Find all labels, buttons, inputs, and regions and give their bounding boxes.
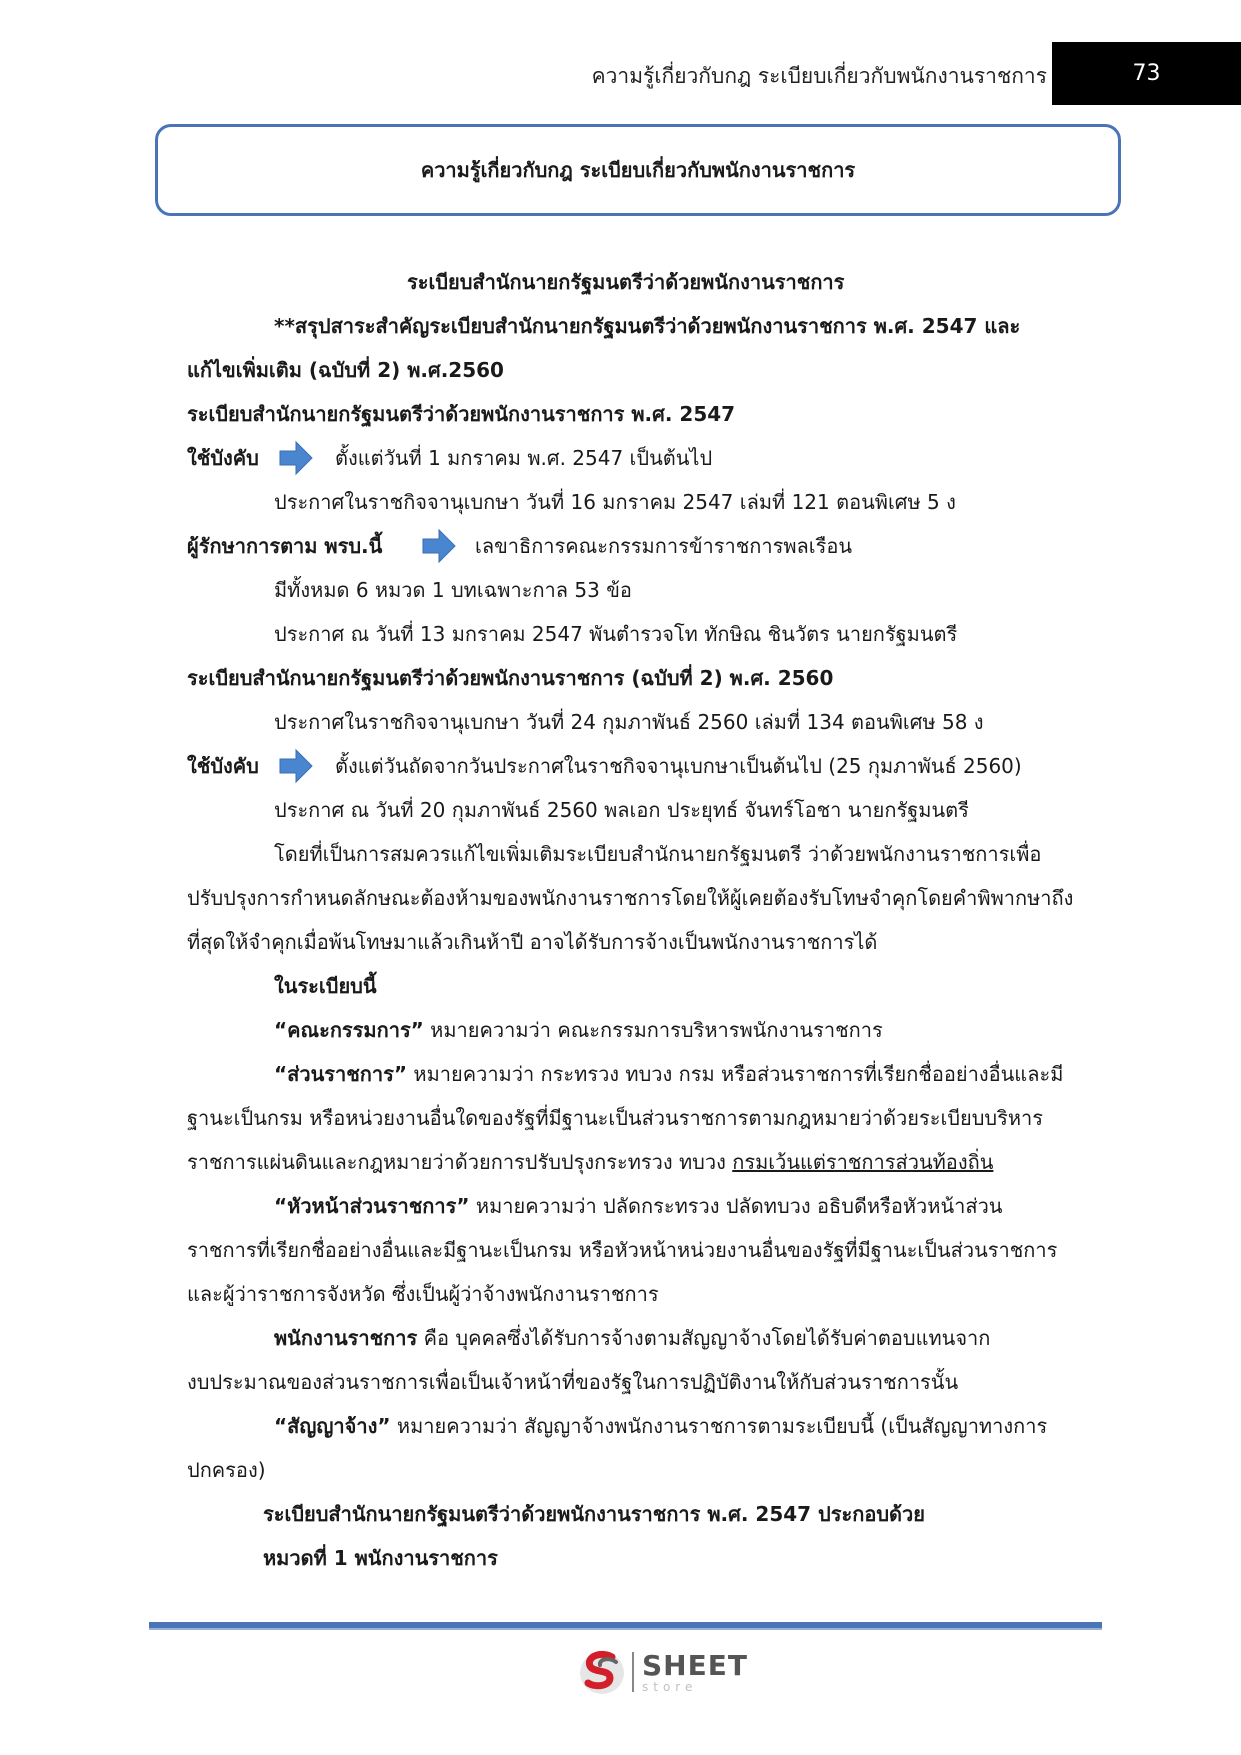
- definition-contract-line-1: [274, 1412, 1047, 1440]
- definition-term: พนักงานราชการ: [274, 1326, 418, 1350]
- enforce-label-2: ใช้บังคับ: [187, 754, 259, 778]
- definition-text: หมายความว่า สัญญาจ้างพนักงานราชการตามระเบียบนี้ (เป็นสัญญาทางการ: [390, 1414, 1048, 1438]
- definition-term: “หัวหน้าส่วนราชการ”: [274, 1194, 470, 1218]
- definition-text: คือ บุคคลซึ่งได้รับการจ้างตามสัญญาจ้างโดยได้รับค่าตอบแทนจาก: [417, 1326, 991, 1350]
- reg-2547-title: ระเบียบสำนักนายกรัฐมนตรีว่าด้วยพนักงานราชการ พ.ศ. 2547: [187, 402, 736, 426]
- definition-text: หมายความว่า กระทรวง ทบวง กรม หรือส่วนราชการที่เรียกชื่ออย่างอื่นและมี: [407, 1062, 1064, 1086]
- in-regulation-heading: ในระเบียบนี้: [274, 974, 377, 998]
- underlined-exception: กรมเว้นแต่ราชการส่วนท้องถิ่น: [732, 1150, 994, 1174]
- definition-committee: [274, 1016, 883, 1044]
- title-box: [155, 124, 1121, 216]
- reason-line-1: โดยที่เป็นการสมควรแก้ไขเพิ่มเติมระเบียบสำนักนายกรัฐมนตรี ว่าด้วยพนักงานราชการเพื่อ: [274, 842, 1042, 866]
- arrow-icon: [279, 748, 313, 784]
- header-title: ความรู้เกี่ยวกับกฎ ระเบียบเกี่ยวกับพนักงานราชการ: [591, 64, 1047, 88]
- definition-head-line-2: ราชการที่เรียกชื่ออย่างอื่นและมีฐานะเป็นกรม หรือหัวหน้าหน่วยงานอื่นของรัฐที่มีฐานะเป็นส่วนราชการ: [187, 1238, 1058, 1262]
- definition-contract-line-2: ปกครอง): [187, 1458, 266, 1482]
- announce-2: ประกาศ ณ วันที่ 20 กุมภาพันธ์ 2560 พลเอก ประยุทธ์ จันทร์โอชา นายกรัฐมนตรี: [274, 798, 969, 822]
- definition-term: “คณะกรรมการ”: [274, 1018, 424, 1042]
- consists-of: ระเบียบสำนักนายกรัฐมนตรีว่าด้วยพนักงานราชการ พ.ศ. 2547 ประกอบด้วย: [263, 1502, 925, 1526]
- gazette-2: ประกาศในราชกิจจานุเบกษา วันที่ 24 กุมภาพันธ์ 2560 เล่มที่ 134 ตอนพิเศษ 58 ง: [274, 710, 984, 734]
- definition-term: “ส่วนราชการ”: [274, 1062, 408, 1086]
- footer-divider: [149, 1622, 1102, 1630]
- caretaker-text: เลขาธิการคณะกรรมการข้าราชการพลเรือน: [475, 534, 853, 558]
- definition-term: “สัญญาจ้าง”: [274, 1414, 391, 1438]
- definition-text: หมายความว่า คณะกรรมการบริหารพนักงานราชการ: [423, 1018, 883, 1042]
- enforce-label-1: ใช้บังคับ: [187, 446, 259, 470]
- sheet-store-logo: [576, 1648, 748, 1696]
- enforce-text-2: ตั้งแต่วันถัดจากวันประกาศในราชกิจจานุเบกษาเป็นต้นไป (25 กุมภาพันธ์ 2560): [335, 754, 1022, 778]
- reason-line-3: ที่สุดให้จำคุกเมื่อพ้นโทษมาแล้วเกินห้าปี อาจได้รับการจ้างเป็นพนักงานราชการได้: [187, 930, 878, 954]
- definition-employee-line-2: งบประมาณของส่วนราชการเพื่อเป็นเจ้าหน้าที่ของรัฐในการปฏิบัติงานให้กับส่วนราชการนั้น: [187, 1370, 959, 1394]
- enforce-text-1: ตั้งแต่วันที่ 1 มกราคม พ.ศ. 2547 เป็นต้นไป: [335, 446, 713, 470]
- title-box-text: ความรู้เกี่ยวกับกฎ ระเบียบเกี่ยวกับพนักงานราชการ: [420, 158, 856, 182]
- logo-divider: [632, 1652, 634, 1692]
- definition-employee-line-1: [274, 1324, 990, 1352]
- definition-head-line-3: และผู้ว่าราชการจังหวัด ซึ่งเป็นผู้ว่าจ้างพนักงานราชการ: [187, 1282, 659, 1306]
- chapter-1: หมวดที่ 1 พนักงานราชการ: [263, 1546, 498, 1570]
- logo-text: SHEET: [642, 1648, 748, 1682]
- definition-text: ราชการแผ่นดินและกฎหมายว่าด้วยการปรับปรุงกระทรวง ทบวง: [187, 1150, 733, 1174]
- reason-line-2: ปรับปรุงการกำหนดลักษณะต้องห้ามของพนักงานราชการโดยให้ผู้เคยต้องรับโทษจำคุกโดยคำพิพากษาถึง: [187, 886, 1074, 910]
- summary-line-2: แก้ไขเพิ่มเติม (ฉบับที่ 2) พ.ศ.2560: [187, 358, 504, 382]
- heading: ระเบียบสำนักนายกรัฐมนตรีว่าด้วยพนักงานราชการ: [407, 270, 845, 294]
- definition-agency-line-1: [274, 1060, 1063, 1088]
- announce-1: ประกาศ ณ วันที่ 13 มกราคม 2547 พันตำรวจโท ทักษิณ ชินวัตร นายกรัฐมนตรี: [274, 622, 958, 646]
- arrow-icon: [422, 528, 456, 564]
- caretaker-label: ผู้รักษาการตาม พรบ.นี้: [187, 534, 383, 558]
- page-number: 73: [1052, 42, 1241, 105]
- definition-agency-line-2: ฐานะเป็นกรม หรือหน่วยงานอื่นใดของรัฐที่มีฐานะเป็นส่วนราชการตามกฎหมายว่าด้วยระเบียบบริหาร: [187, 1106, 1044, 1130]
- logo-subtext: store: [642, 1679, 698, 1694]
- definition-text: หมายความว่า ปลัดกระทรวง ปลัดทบวง อธิบดีหรือหัวหน้าส่วน: [469, 1194, 1003, 1218]
- definition-head-line-1: [274, 1192, 1002, 1220]
- chapters-count: มีทั้งหมด 6 หมวด 1 บทเฉพาะกาล 53 ข้อ: [274, 578, 632, 602]
- arrow-icon: [279, 440, 313, 476]
- logo-mark-icon: [576, 1648, 626, 1696]
- summary-line-1: **สรุปสาระสำคัญระเบียบสำนักนายกรัฐมนตรีว่าด้วยพนักงานราชการ พ.ศ. 2547 และ: [274, 314, 1021, 338]
- gazette-1: ประกาศในราชกิจจานุเบกษา วันที่ 16 มกราคม 2547 เล่มที่ 121 ตอนพิเศษ 5 ง: [274, 490, 956, 514]
- definition-agency-line-3: [187, 1148, 993, 1176]
- reg-2560-title: ระเบียบสำนักนายกรัฐมนตรีว่าด้วยพนักงานราชการ (ฉบับที่ 2) พ.ศ. 2560: [187, 666, 834, 690]
